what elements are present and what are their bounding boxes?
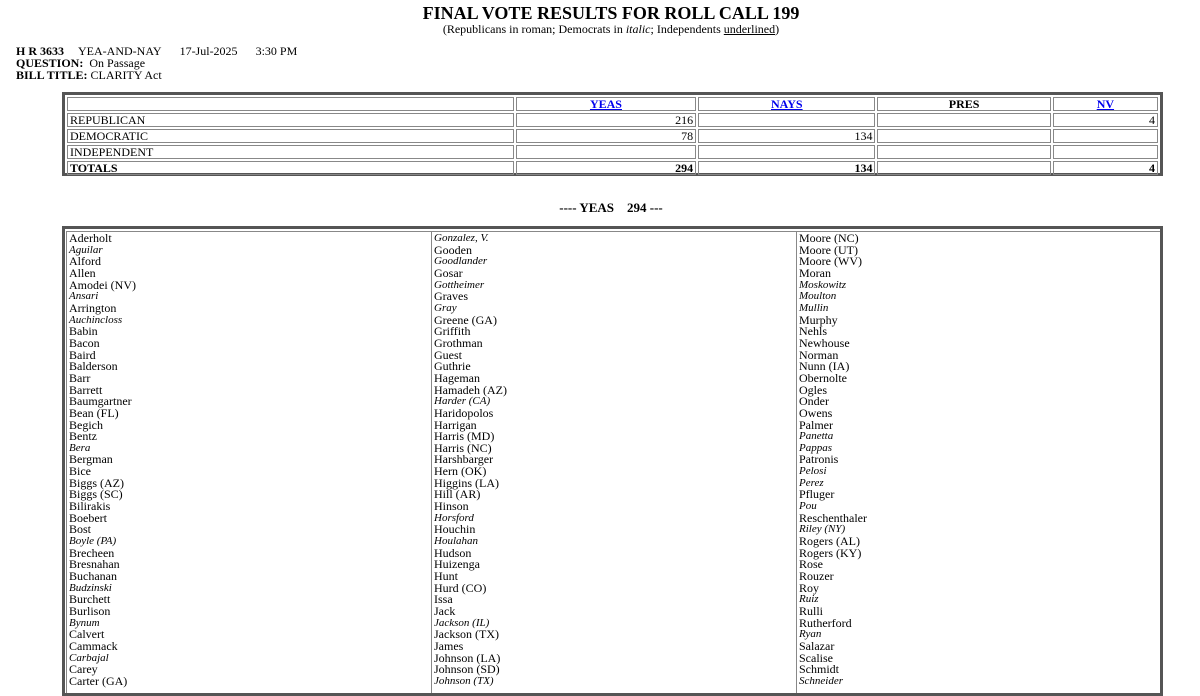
member-name: Gottheimer [434, 278, 485, 291]
member-name: Guthrie [434, 359, 471, 374]
member-name: Bynum [69, 616, 100, 629]
member-name: Greene (GA) [434, 312, 497, 327]
member-column-3 [796, 231, 1163, 693]
member-name: Pappas [799, 441, 832, 454]
legend-underlined: underlined [723, 22, 776, 36]
member-name: Schneider [799, 674, 843, 687]
member-name: Johnson (LA) [434, 650, 501, 665]
member-name: Carbajal [69, 651, 109, 664]
member-column-1 [66, 231, 432, 693]
member-name: Rose [799, 557, 823, 572]
member-name: Calvert [69, 627, 105, 642]
member-name: Harris (MD) [434, 429, 495, 444]
vote-time: 3:30 PM [255, 44, 298, 58]
vote-type: YEA-AND-NAY [78, 44, 162, 58]
member-name: Barrett [69, 382, 103, 397]
member-name: Ryan [799, 628, 822, 641]
pres-cell [877, 161, 1050, 175]
member-name: Budzinski [69, 581, 112, 594]
summary-row-democratic [67, 129, 1158, 143]
member-name: Burchett [69, 592, 111, 607]
nays-cell: 134 [698, 129, 875, 143]
member-name: Houchin [434, 522, 476, 537]
member-name: Obernolte [799, 370, 847, 385]
member-name: Higgins (LA) [434, 475, 499, 490]
member-name: Ruiz [799, 593, 819, 606]
summary-header-row [67, 97, 1158, 111]
member-name: Cammack [69, 638, 118, 653]
yeas-cell: 78 [516, 129, 696, 143]
member-name: Arrington [69, 300, 117, 315]
member-name: Buchanan [69, 569, 117, 584]
yeas-cell [516, 145, 696, 159]
pres-cell [877, 129, 1050, 143]
member-name: Moore (UT) [799, 242, 858, 257]
member-name: Newhouse [799, 335, 850, 350]
member-name: Bilirakis [69, 499, 111, 514]
vote-metadata [16, 45, 297, 81]
member-name: Hudson [434, 545, 472, 560]
summary-row-totals [67, 161, 1158, 175]
summary-header-party [67, 97, 514, 111]
member-name: Bergman [69, 452, 113, 467]
member-name: Biggs (AZ) [69, 475, 124, 490]
member-name: Hinson [434, 499, 469, 514]
member-name: Aderholt [69, 231, 112, 245]
nv-cell [1053, 145, 1158, 159]
yeas-section-heading: ---- YEAS 294 --- [559, 200, 663, 215]
page-title: FINAL VOTE RESULTS FOR ROLL CALL 199 [422, 3, 800, 23]
summary-row-independent [67, 145, 1158, 159]
member-name: Johnson (SD) [434, 662, 500, 677]
member-name: Carter (GA) [69, 673, 128, 688]
member-name: Roy [799, 580, 820, 595]
bill-number: H R 3633 [16, 44, 64, 58]
member-name: Moulton [799, 290, 837, 303]
member-name: Bost [69, 522, 92, 537]
member-name: Hern (OK) [434, 464, 487, 479]
question-label: QUESTION: [16, 56, 84, 70]
member-name: Moore (NC) [799, 231, 859, 245]
member-name: Ogles [799, 382, 827, 397]
member-name: Pou [799, 500, 817, 513]
summary-header-pres: PRES [877, 97, 1050, 111]
member-name: Rogers (AL) [799, 534, 860, 549]
member-name: Ansari [69, 290, 99, 303]
member-name: Bentz [69, 429, 97, 444]
member-name: James [434, 638, 464, 653]
member-name: Brecheen [69, 545, 115, 560]
question-value: On Passage [89, 56, 146, 70]
summary-row-republican [67, 113, 1158, 127]
member-name: Rouzer [799, 569, 834, 584]
pres-cell [877, 113, 1050, 127]
member-name: Harshbarger [434, 452, 494, 467]
member-name: Owens [799, 405, 833, 420]
member-name: Palmer [799, 417, 833, 432]
member-name: Griffith [434, 324, 471, 339]
legend-middle: ; Independents [650, 22, 724, 36]
nays-cell [698, 145, 875, 159]
yeas-cell: 294 [516, 161, 696, 175]
member-name: Patronis [799, 452, 839, 467]
party-cell: INDEPENDENT [67, 145, 514, 159]
member-name: Panetta [799, 430, 834, 443]
member-name: Schmidt [799, 662, 840, 677]
member-name: Moran [799, 265, 831, 280]
member-name: Baumgartner [69, 394, 132, 409]
legend-italic: italic [625, 22, 651, 36]
summary-header-nays [698, 97, 875, 111]
member-name: Hageman [434, 370, 480, 385]
member-name: Allen [69, 265, 96, 280]
member-name: Scalise [799, 650, 833, 665]
member-name: Mullin [799, 301, 829, 314]
member-name: Biggs (SC) [69, 487, 123, 502]
nv-cell: 4 [1053, 161, 1158, 175]
nv-cell: 4 [1053, 113, 1158, 127]
member-name: Rulli [799, 604, 824, 618]
member-name: Rutherford [799, 615, 852, 630]
member-name: Babin [69, 324, 98, 339]
member-name: Nehls [799, 324, 827, 339]
member-name: Hurd (CO) [434, 580, 487, 595]
yeas-member-table [62, 226, 1163, 696]
member-name: Amodei (NV) [69, 277, 136, 292]
member-name: Jack [434, 604, 456, 618]
pres-cell [877, 145, 1050, 159]
member-name: Grothman [434, 335, 483, 350]
member-name: Houlahan [434, 535, 478, 548]
nv-cell [1053, 129, 1158, 143]
member-name: Boebert [69, 510, 107, 525]
nv-link[interactable]: NV [1096, 97, 1115, 111]
member-name: Onder [799, 394, 829, 409]
member-name: Pfluger [799, 487, 835, 502]
member-name: Johnson (TX) [434, 674, 494, 687]
member-name: Bresnahan [69, 557, 120, 572]
member-column-2 [431, 231, 797, 693]
nays-link[interactable]: NAYS [771, 97, 803, 111]
summary-header-nv [1053, 97, 1158, 111]
bill-title-label: BILL TITLE: [16, 68, 88, 82]
party-cell: REPUBLICAN [67, 113, 514, 127]
member-name: Barr [69, 370, 91, 385]
member-name: Horsford [434, 511, 474, 524]
member-name: Moore (WV) [799, 254, 862, 269]
member-name: Bera [69, 441, 91, 454]
yeas-link[interactable]: YEAS [589, 97, 622, 111]
vote-summary-table [62, 92, 1163, 176]
summary-header-yeas [516, 97, 696, 111]
member-name: Riley (NY) [799, 523, 846, 536]
member-name: Jackson (IL) [434, 616, 490, 629]
legend-suffix: ) [775, 22, 780, 36]
member-name: Boyle (PA) [69, 535, 117, 548]
member-name: Huizenga [434, 557, 480, 572]
member-name: Moskowitz [799, 278, 847, 291]
member-name: Hill (AR) [434, 487, 481, 502]
member-name: Bice [69, 464, 91, 479]
nays-cell: 134 [698, 161, 875, 175]
member-name: Reschenthaler [799, 510, 867, 525]
member-name: Guest [434, 347, 462, 362]
member-name: Carey [69, 662, 98, 677]
member-name: Perez [799, 476, 824, 489]
member-name: Harris (NC) [434, 440, 492, 455]
member-name: Jackson (TX) [434, 627, 499, 642]
member-name: Nunn (IA) [799, 359, 850, 374]
member-name: Begich [69, 417, 103, 432]
member-name: Bean (FL) [69, 405, 119, 420]
member-name: Gray [434, 301, 457, 314]
member-name: Graves [434, 289, 468, 304]
member-name: Alford [69, 254, 101, 269]
yeas-cell: 216 [516, 113, 696, 127]
member-name: Gonzalez, V. [434, 232, 489, 244]
member-name: Haridopolos [434, 405, 494, 420]
meta-line-bill-title [16, 69, 297, 81]
member-name: Pelosi [799, 465, 827, 478]
party-cell: DEMOCRATIC [67, 129, 514, 143]
member-name: Norman [799, 347, 839, 362]
member-name: Balderson [69, 359, 118, 374]
vote-date: 17-Jul-2025 [179, 44, 238, 58]
member-name: Harder (CA) [434, 395, 491, 408]
legend-prefix: (Republicans in roman; Democrats in [442, 22, 626, 36]
member-name: Issa [434, 592, 453, 607]
member-name: Burlison [69, 604, 111, 618]
member-name: Salazar [799, 638, 835, 653]
member-name: Murphy [799, 312, 838, 327]
bill-title-value: CLARITY Act [90, 68, 162, 82]
member-name: Rogers (KY) [799, 545, 862, 560]
member-name: Gooden [434, 242, 472, 257]
member-name: Bacon [69, 335, 100, 350]
member-name: Aguilar [69, 243, 103, 256]
member-name: Baird [69, 347, 96, 362]
member-name: Gosar [434, 265, 463, 280]
member-name: Hamadeh (AZ) [434, 382, 507, 397]
member-name: Goodlander [434, 255, 488, 268]
member-name: Auchincloss [69, 313, 123, 326]
party-cell: TOTALS [67, 161, 514, 175]
member-name: Hunt [434, 569, 458, 584]
member-name: Harrigan [434, 417, 477, 432]
nays-cell [698, 113, 875, 127]
party-legend [0, 22, 1200, 36]
